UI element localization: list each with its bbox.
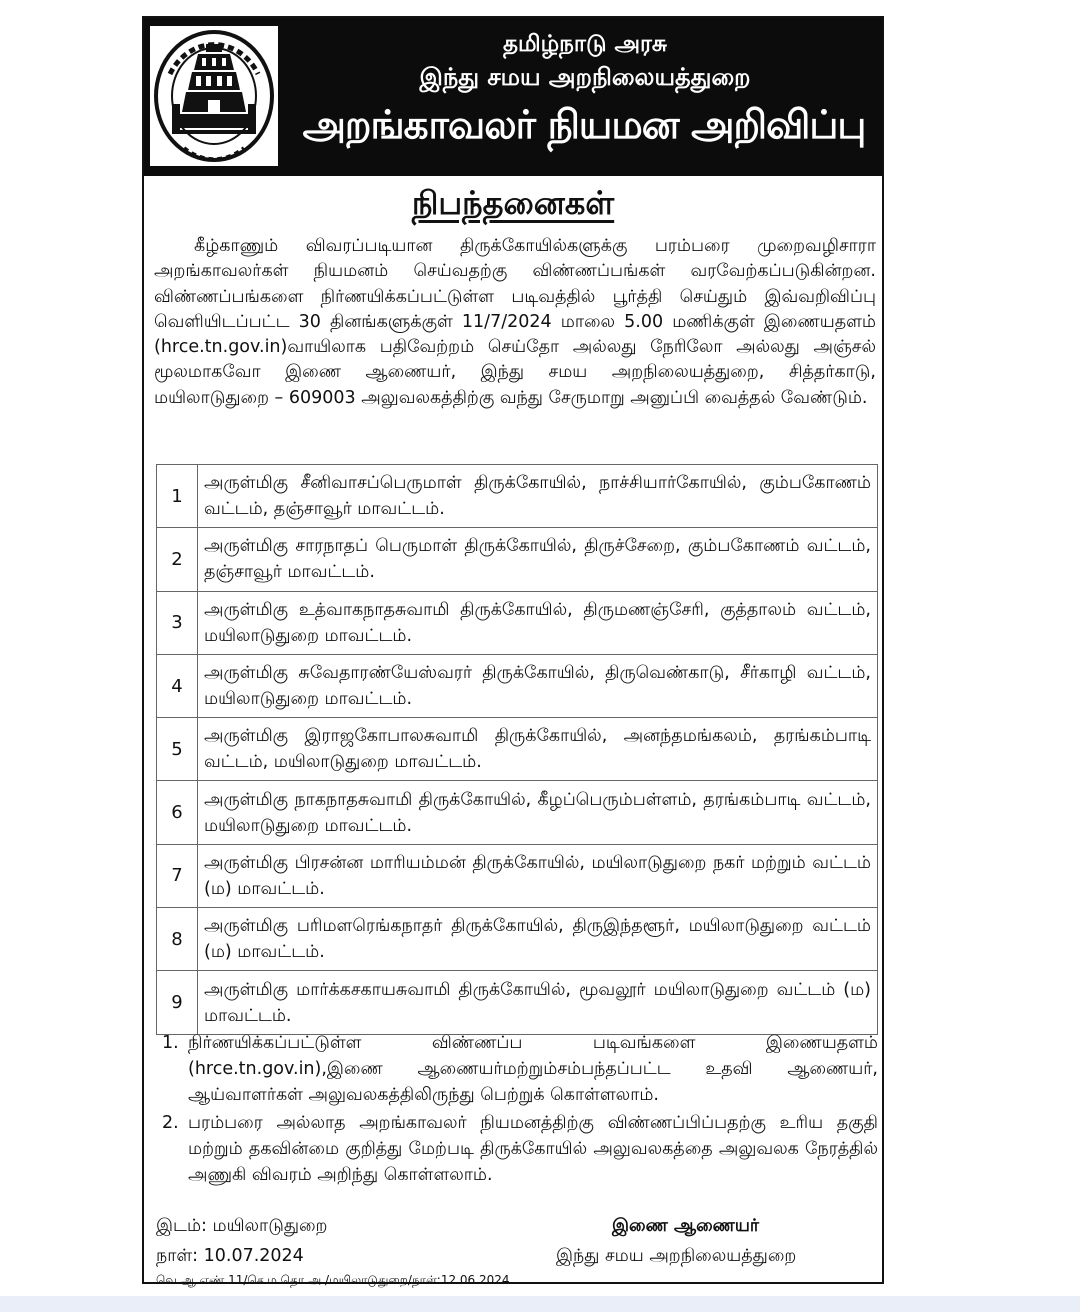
temple-description: அருள்மிகு பரிமளரெங்கநாதர் திருக்கோயில், திருஇந்தளூர், மயிலாடுதுறை வட்டம் (ம) மாவட்டம். (198, 908, 878, 971)
temple-row (157, 465, 878, 528)
temple-number: 4 (157, 654, 198, 717)
signatory-department: இந்து சமய அறநிலையத்துறை (556, 1246, 797, 1266)
temple-number: 3 (157, 591, 198, 654)
place-line: இடம்: மயிலாடுதுறை (156, 1216, 328, 1236)
reference-number: வெ.ஆ.எண்.11/செ.ம.தொ.அ./மயிலாடுதுறை/நாள்:12.06.2024 (156, 1273, 510, 1287)
temple-description: அருள்மிகு இராஜகோபாலசுவாமி திருக்கோயில், அனந்தமங்கலம், தரங்கம்பாடி வட்டம், மயிலாடுதுறை மாவட்டம். (198, 718, 878, 781)
notice-box (142, 16, 884, 1287)
temple-description: அருள்மிகு நாகநாதசுவாமி திருக்கோயில், கீழப்பெரும்பள்ளம், தரங்கம்பாடி வட்டம், மயிலாடுதுறை மாவட்டம். (198, 781, 878, 844)
page-bottom-band (0, 1296, 1080, 1312)
temple-number: 6 (157, 781, 198, 844)
notes-list (158, 1030, 878, 1190)
temple-row (157, 781, 878, 844)
header-government-name: தமிழ்நாடு அரசு (503, 30, 667, 57)
note-item (158, 1030, 878, 1108)
temples-table (156, 464, 878, 1035)
header-department-name: இந்து சமய அறநிலையத்துறை (419, 62, 751, 91)
temple-row (157, 528, 878, 591)
temple-description: அருள்மிகு மார்க்கசகாயசுவாமி திருக்கோயில், மூவலூர் மயிலாடுதுறை வட்டம் (ம) மாவட்டம். (198, 971, 878, 1034)
temple-number: 9 (157, 971, 198, 1034)
temple-row (157, 718, 878, 781)
notice-header (144, 18, 882, 176)
temple-row (157, 654, 878, 717)
note-text: நிர்ணயிக்கப்பட்டுள்ள விண்ணப்ப படிவங்களை இணையதளம் (hrce.tn.gov.in),இணை ஆணையர்மற்றும்சம்பந்தப்பட்ட உதவி ஆணையர், ஆய்வாளர்கள் அலுவலகத்திலிருந்து பெற்றுக் கொள்ளலாம். (188, 1033, 878, 1105)
temple-row (157, 908, 878, 971)
note-item (158, 1110, 878, 1188)
temple-number: 5 (157, 718, 198, 781)
note-number: 2. (162, 1113, 179, 1133)
conditions-heading-text: நிபந்தனைகள் (411, 184, 615, 222)
temple-row (157, 844, 878, 907)
temple-number: 2 (157, 528, 198, 591)
conditions-heading (144, 184, 882, 226)
intro-paragraph: கீழ்காணும் விவரப்படியான திருக்கோயில்களுக்கு பரம்பரை முறைவழிசாரா அறங்காவலர்கள் நியமனம் செய்வதற்கு விண்ணப்பங்கள் வரவேற்கப்படுகின்றன. விண்ணப்பங்களை நிர்ணயிக்கப்பட்டுள்ள படிவத்தில் பூர்த்தி செய்தும் இவ்வறிவிப்பு வெளியிடப்பட்ட 30 தினங்களுக்குள் 11/7/2024 மாலை 5.00 மணிக்குள் இணையதளம் (hrce.tn.gov.in)வாயிலாக பதிவேற்றம் செய்தோ அல்லது நேரிலோ அல்லது அஞ்சல் மூலமாகவோ இணை ஆணையர், இந்து சமய அறநிலையத்துறை, சித்தர்காடு, மயிலாடுதுறை – 609003 அலுவலகத்திற்கு வந்து சேருமாறு அனுப்பி வைத்தல் வேண்டும். (154, 236, 876, 408)
note-text: பரம்பரை அல்லாத அறங்காவலர் நியமனத்திற்கு விண்ணப்பிப்பதற்கு உரிய தகுதி மற்றும் தகவின்மை குறித்து மேற்படி திருக்கோயில் அலுவலகத்தை அலுவலக நேரத்தில் அணுகி விவரம் அறிந்து கொள்ளலாம். (188, 1113, 878, 1185)
temple-row (157, 591, 878, 654)
temple-description: அருள்மிகு சீனிவாசப்பெருமாள் திருக்கோயில், நாச்சியார்கோயில், கும்பகோணம் வட்டம், தஞ்சாவூர் மாவட்டம். (198, 465, 878, 528)
temple-number: 1 (157, 465, 198, 528)
date-line: நாள்: 10.07.2024 (156, 1246, 304, 1266)
tamil-nadu-emblem-icon (150, 26, 278, 166)
note-number: 1. (162, 1033, 179, 1053)
temple-number: 7 (157, 844, 198, 907)
temple-description: அருள்மிகு சாரநாதப் பெருமாள் திருக்கோயில், திருச்சேறை, கும்பகோணம் வட்டம், தஞ்சாவூர் மாவட்டம். (198, 528, 878, 591)
signatory-title: இணை ஆணையர் (612, 1216, 760, 1236)
temple-row (157, 971, 878, 1034)
temple-description: அருள்மிகு உத்வாகநாதசுவாமி திருக்கோயில், திருமணஞ்சேரி, குத்தாலம் வட்டம், மயிலாடுதுறை மாவட்டம். (198, 591, 878, 654)
temple-description: அருள்மிகு சுவேதாரண்யேஸ்வரர் திருக்கோயில், திருவெண்காடு, சீர்காழி வட்டம், மயிலாடுதுறை மாவட்டம். (198, 654, 878, 717)
header-notice-title: அறங்காவலர் நியமன அறிவிப்பு (302, 102, 866, 148)
temple-number: 8 (157, 908, 198, 971)
temple-description: அருள்மிகு பிரசன்ன மாரியம்மன் திருக்கோயில், மயிலாடுதுறை நகர் மற்றும் வட்டம் (ம) மாவட்டம். (198, 844, 878, 907)
